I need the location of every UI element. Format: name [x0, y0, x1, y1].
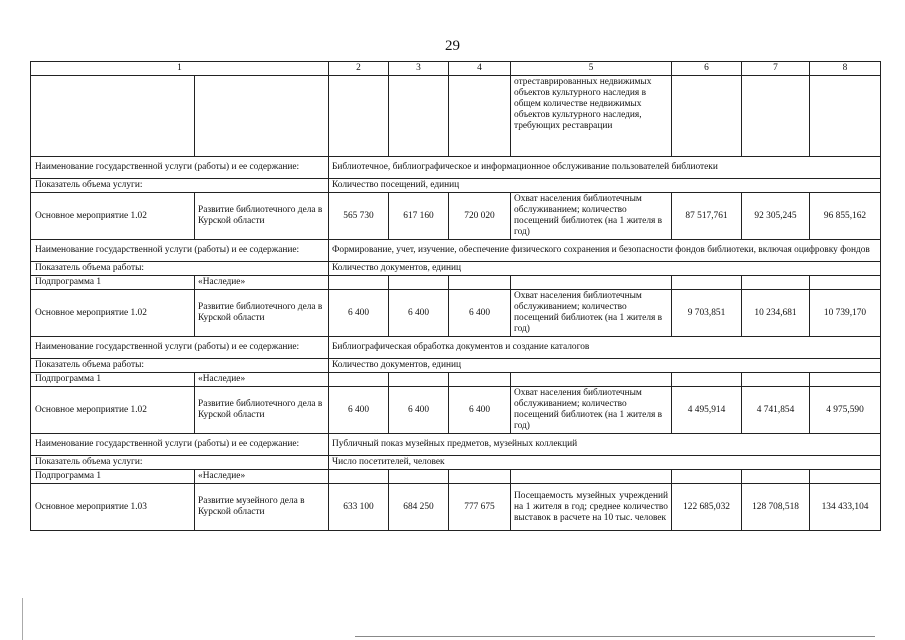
empty-cell: [672, 470, 742, 484]
subprogram-label: Подпрограмма 1: [31, 470, 195, 484]
empty-cell: [810, 276, 881, 290]
empty-cell: [810, 373, 881, 387]
value-col-6: 87 517,761: [672, 193, 742, 240]
empty-cell: [329, 470, 389, 484]
indicator-cell: Охват населения библиотечным обслуживанием; количество посещений библиотек (на 1 жителя в год): [511, 193, 672, 240]
service-name-value: Формирование, учет, изучение, обеспечение физического сохранения и безопасности фондов библиотеки, включая оцифровку фондов: [329, 240, 881, 262]
volume-value: Количество документов, единиц: [329, 262, 881, 276]
volume-value: Количество документов, единиц: [329, 359, 881, 373]
volume-label: Показатель объема работы:: [31, 359, 329, 373]
empty-cell: [449, 373, 511, 387]
service-name-label: Наименование государственной услуги (работы) и ее содержание:: [31, 337, 329, 359]
volume-row: [31, 262, 881, 276]
empty-cell: [511, 373, 672, 387]
col-header-3: 3: [389, 62, 449, 76]
measure-label: Основное мероприятие 1.02: [31, 290, 195, 337]
value-col-8: 96 855,162: [810, 193, 881, 240]
subprogram-name: «Наследие»: [195, 276, 329, 290]
value-col-8: 134 433,104: [810, 484, 881, 531]
empty-cell: [672, 76, 742, 157]
scan-edge-line: [355, 636, 875, 637]
col-header-7: 7: [742, 62, 810, 76]
subprogram-row: [31, 470, 881, 484]
value-col-7: 128 708,518: [742, 484, 810, 531]
value-col-2: 565 730: [329, 193, 389, 240]
scan-edge-mark: [22, 598, 23, 640]
col-header-4: 4: [449, 62, 511, 76]
empty-cell: [195, 76, 329, 157]
service-name-row: [31, 337, 881, 359]
col-header-1: 1: [31, 62, 329, 76]
value-col-4: 720 020: [449, 193, 511, 240]
subprogram-label: Подпрограмма 1: [31, 276, 195, 290]
value-col-4: 6 400: [449, 290, 511, 337]
value-col-6: 4 495,914: [672, 387, 742, 434]
measure-name: Развитие библиотечного дела в Курской области: [195, 193, 329, 240]
measure-label: Основное мероприятие 1.03: [31, 484, 195, 531]
service-name-label: Наименование государственной услуги (работы) и ее содержание:: [31, 240, 329, 262]
value-col-3: 617 160: [389, 193, 449, 240]
empty-cell: [389, 470, 449, 484]
service-name-value: Библиографическая обработка документов и создание каталогов: [329, 337, 881, 359]
service-name-label: Наименование государственной услуги (работы) и ее содержание:: [31, 434, 329, 456]
value-col-7: 10 234,681: [742, 290, 810, 337]
empty-cell: [810, 470, 881, 484]
indicator-cell: отреставрированных недвижимых объектов культурного наследия в общем количестве недвижимых объектов культурного наследия, требующих реставрации: [511, 76, 672, 157]
service-name-value: Библиотечное, библиографическое и информационное обслуживание пользователей библиотеки: [329, 157, 881, 179]
service-name-label: Наименование государственной услуги (работы) и ее содержание:: [31, 157, 329, 179]
volume-row: [31, 456, 881, 470]
value-col-6: 122 685,032: [672, 484, 742, 531]
measure-row: [31, 387, 881, 434]
empty-cell: [449, 470, 511, 484]
value-col-8: 4 975,590: [810, 387, 881, 434]
empty-cell: [511, 470, 672, 484]
volume-value: Количество посещений, единиц: [329, 179, 881, 193]
col-header-8: 8: [810, 62, 881, 76]
service-name-value: Публичный показ музейных предметов, музейных коллекций: [329, 434, 881, 456]
empty-cell: [329, 373, 389, 387]
value-col-4: 6 400: [449, 387, 511, 434]
value-col-6: 9 703,851: [672, 290, 742, 337]
service-name-row: [31, 240, 881, 262]
measure-label: Основное мероприятие 1.02: [31, 387, 195, 434]
measure-row: [31, 484, 881, 531]
subprogram-row: [31, 276, 881, 290]
empty-cell: [389, 76, 449, 157]
value-col-3: 6 400: [389, 290, 449, 337]
empty-cell: [511, 276, 672, 290]
subprogram-row: [31, 373, 881, 387]
volume-row: [31, 359, 881, 373]
empty-cell: [449, 76, 511, 157]
col-header-2: 2: [329, 62, 389, 76]
subprogram-name: «Наследие»: [195, 470, 329, 484]
value-col-7: 92 305,245: [742, 193, 810, 240]
volume-label: Показатель объема услуги:: [31, 179, 329, 193]
empty-cell: [329, 76, 389, 157]
value-col-7: 4 741,854: [742, 387, 810, 434]
value-col-8: 10 739,170: [810, 290, 881, 337]
empty-cell: [672, 373, 742, 387]
empty-cell: [389, 373, 449, 387]
indicator-cell: Охват населения библиотечным обслуживанием; количество посещений библиотек (на 1 жителя в год): [511, 387, 672, 434]
volume-label: Показатель объема услуги:: [31, 456, 329, 470]
empty-cell: [389, 276, 449, 290]
empty-cell: [742, 373, 810, 387]
value-col-2: 633 100: [329, 484, 389, 531]
value-col-2: 6 400: [329, 290, 389, 337]
volume-value: Число посетителей, человек: [329, 456, 881, 470]
indicator-cell: Посещаемость музейных учреждений на 1 жителя в год; среднее количество выставок в расчете на 10 тыс. человек: [511, 484, 672, 531]
empty-cell: [672, 276, 742, 290]
measure-row: [31, 290, 881, 337]
col-header-6: 6: [672, 62, 742, 76]
volume-row: [31, 179, 881, 193]
empty-cell: [742, 76, 810, 157]
subprogram-name: «Наследие»: [195, 373, 329, 387]
subprogram-label: Подпрограмма 1: [31, 373, 195, 387]
continuation-row: [31, 76, 881, 157]
empty-cell: [742, 276, 810, 290]
empty-cell: [742, 470, 810, 484]
empty-cell: [810, 76, 881, 157]
value-col-3: 684 250: [389, 484, 449, 531]
indicator-cell: Охват населения библиотечным обслуживанием; количество посещений библиотек (на 1 жителя в год): [511, 290, 672, 337]
measure-name: Развитие библиотечного дела в Курской области: [195, 387, 329, 434]
value-col-2: 6 400: [329, 387, 389, 434]
budget-table: [30, 61, 881, 531]
value-col-3: 6 400: [389, 387, 449, 434]
measure-label: Основное мероприятие 1.02: [31, 193, 195, 240]
service-name-row: [31, 157, 881, 179]
volume-label: Показатель объема работы:: [31, 262, 329, 276]
measure-row: [31, 193, 881, 240]
measure-name: Развитие библиотечного дела в Курской области: [195, 290, 329, 337]
page-number: 29: [445, 38, 460, 54]
service-name-row: [31, 434, 881, 456]
col-header-5: 5: [511, 62, 672, 76]
measure-name: Развитие музейного дела в Курской области: [195, 484, 329, 531]
empty-cell: [449, 276, 511, 290]
column-header-row: [31, 62, 881, 76]
value-col-4: 777 675: [449, 484, 511, 531]
empty-cell: [31, 76, 195, 157]
empty-cell: [329, 276, 389, 290]
